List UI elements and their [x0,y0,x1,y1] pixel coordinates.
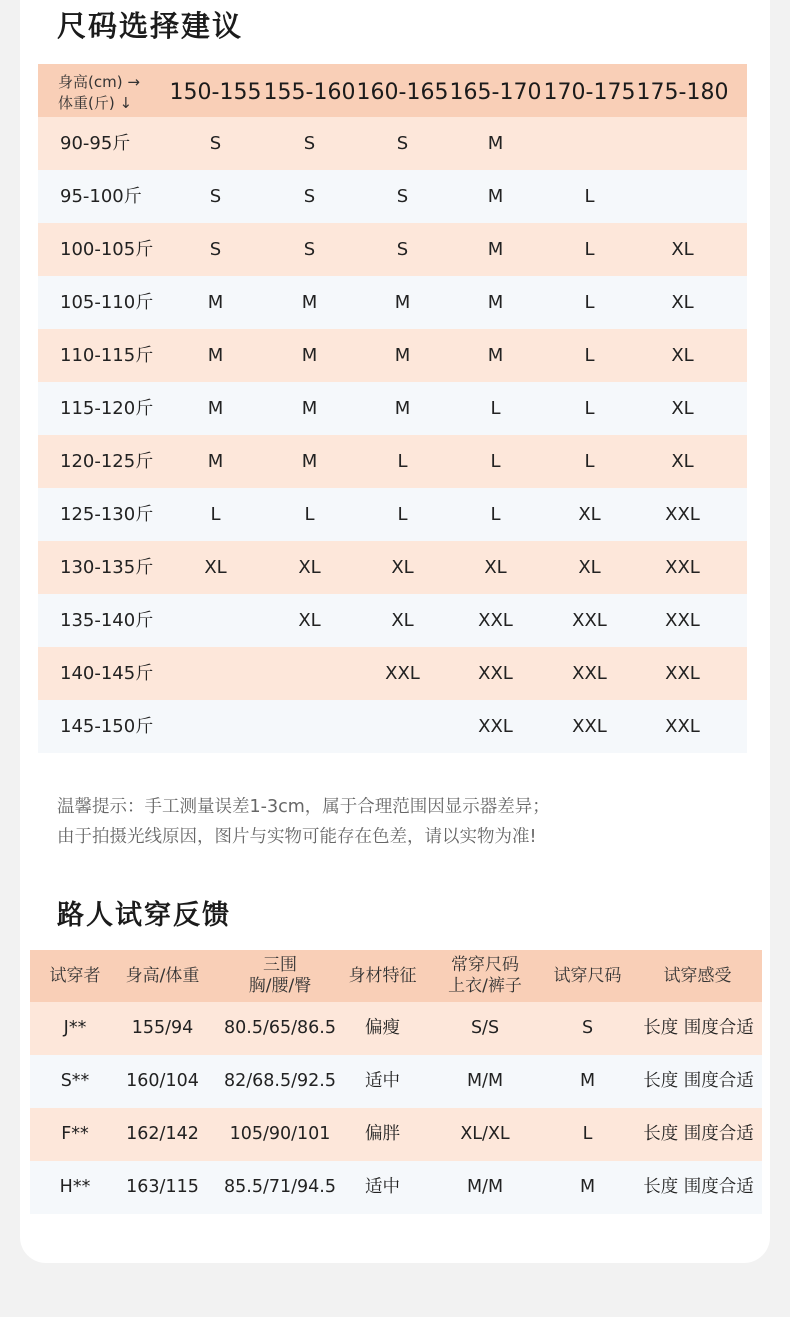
height-range-header: 175-180 [636,80,729,105]
measurements-cell: 82/68.5/92.5 [224,1071,336,1091]
size-cell: L [490,504,501,525]
usual-size-cell: S/S [470,1018,500,1038]
size-cell: L [490,398,501,419]
size-cell: L [490,451,501,472]
weight-range-label: 110-115斤 [60,345,154,366]
weight-range-label: 105-110斤 [60,292,154,313]
size-cell: L [584,239,595,260]
size-cell: M [394,292,411,313]
weight-range-label: 140-145斤 [60,663,154,684]
body-type-cell: 偏瘦 [365,1018,400,1038]
size-chart-row [38,170,747,223]
header-usual-size [435,950,535,1002]
weight-range-label: 130-135斤 [60,557,154,578]
size-cell: L [397,504,408,525]
feeling-cell: 长度 围度合适 [643,1071,754,1091]
size-guide-title: 尺码选择建议 [57,9,244,43]
weight-range-label: 125-130斤 [60,504,154,525]
size-chart-row [38,276,747,329]
size-cell [636,170,729,223]
size-cell: XXL [572,663,607,684]
header-measurements-line2: 胸/腰/臀 [248,976,312,996]
tried-size-cell: S [581,1018,594,1038]
size-cell: L [584,186,595,207]
tester-cell: H** [59,1177,91,1197]
axis-label [58,72,178,114]
size-cell: M [487,186,504,207]
size-cell: S [303,239,316,260]
size-cell: XXL [572,610,607,631]
feeling-cell: 长度 围度合适 [643,1018,754,1038]
size-cell: L [584,345,595,366]
weight-range-label: 135-140斤 [60,610,154,631]
axis-weight-label: 体重(斤) ↓ [58,94,133,112]
size-cell: XL [671,239,694,260]
header-usual-size-line2: 上衣/裤子 [448,976,522,996]
size-cell: XL [298,557,321,578]
size-cell: S [209,186,222,207]
feeling-cell: 长度 围度合适 [643,1124,754,1144]
header-height-weight: 身高/体重 [125,965,200,986]
height-weight-cell: 162/142 [126,1124,199,1144]
size-cell: M [487,133,504,154]
size-cell: S [396,133,409,154]
tried-size-cell: M [579,1177,596,1197]
height-weight-cell: 155/94 [131,1018,194,1038]
height-range-header: 170-175 [543,80,636,105]
feedback-row [30,1055,762,1108]
header-usual-size-line1: 常穿尺码 [451,955,519,975]
size-cell [169,700,262,753]
size-cell [356,700,449,753]
size-chart-row [38,594,747,647]
size-cell: M [207,398,224,419]
size-cell: XXL [665,663,700,684]
size-cell: M [301,398,318,419]
size-cell: M [394,345,411,366]
size-cell: XXL [665,716,700,737]
weight-range-label: 115-120斤 [60,398,154,419]
size-cell: M [301,451,318,472]
tips-line-1: 温馨提示：手工测量误差1-3cm，属于合理范围因显示器差异； [57,797,550,817]
size-cell: XXL [665,557,700,578]
size-cell [636,117,729,170]
measurements-cell: 105/90/101 [229,1124,331,1144]
size-cell: XL [204,557,227,578]
size-chart-row [38,117,747,170]
feedback-title: 路人试穿反馈 [57,900,231,931]
measurements-cell: 80.5/65/86.5 [224,1018,336,1038]
axis-height-label: 身高(cm) → [58,73,140,91]
size-cell: XL [578,557,601,578]
tried-size-cell: M [579,1071,596,1091]
height-weight-cell: 160/104 [126,1071,199,1091]
size-cell: XXL [665,610,700,631]
size-cell: XXL [572,716,607,737]
header-measurements [215,950,345,1002]
size-cell: L [397,451,408,472]
size-cell: XXL [665,504,700,525]
feedback-header-row [30,950,762,1002]
size-cell: L [584,292,595,313]
tips-line-2: 由于拍摄光线原因，图片与实物可能存在色差，请以实物为准! [57,827,537,847]
height-range-header: 165-170 [449,80,542,105]
size-cell: L [210,504,221,525]
size-cell: XL [484,557,507,578]
body-type-cell: 偏胖 [365,1124,400,1144]
height-range-header: 150-155 [169,80,262,105]
feedback-body [30,1002,762,1214]
size-cell: M [487,239,504,260]
header-tried-size: 试穿尺码 [553,965,622,986]
weight-range-label: 145-150斤 [60,716,154,737]
size-chart-row [38,541,747,594]
size-chart-row [38,700,747,753]
size-cell: M [207,451,224,472]
size-cell: L [584,398,595,419]
usual-size-cell: M/M [466,1071,504,1091]
size-cell: S [209,133,222,154]
size-cell: XXL [478,610,513,631]
tips-note [57,792,757,852]
body-type-cell: 适中 [365,1071,400,1091]
height-weight-cell: 163/115 [126,1177,199,1197]
body-type-cell: 适中 [365,1177,400,1197]
size-chart-table [38,64,747,753]
size-cell: S [303,186,316,207]
size-chart-row [38,223,747,276]
size-cell: M [207,345,224,366]
weight-range-label: 100-105斤 [60,239,154,260]
size-cell [169,594,262,647]
size-cell: XL [671,398,694,419]
feeling-cell: 长度 围度合适 [643,1177,754,1197]
feedback-row [30,1108,762,1161]
header-tester: 试穿者 [49,965,101,986]
weight-range-label: 90-95斤 [60,133,131,154]
height-range-header: 155-160 [263,80,356,105]
tester-cell: J** [63,1018,87,1038]
size-cell: XL [391,557,414,578]
size-chart-row [38,382,747,435]
header-feeling: 试穿感受 [663,965,732,986]
feedback-row [30,1161,762,1214]
tried-size-cell: L [582,1124,593,1144]
size-cell: XL [671,345,694,366]
size-chart-row [38,488,747,541]
size-cell: XL [671,292,694,313]
size-cell: M [207,292,224,313]
size-cell [169,647,262,700]
size-cell: XXL [478,663,513,684]
weight-range-label: 120-125斤 [60,451,154,472]
measurements-cell: 85.5/71/94.5 [224,1177,336,1197]
size-cell: M [487,292,504,313]
size-cell: M [394,398,411,419]
size-cell [263,647,356,700]
size-cell: M [301,345,318,366]
weight-range-label: 95-100斤 [60,186,142,207]
size-cell: L [584,451,595,472]
size-cell [263,700,356,753]
size-chart-header-row [38,64,747,117]
header-body-type: 身材特征 [348,965,417,986]
size-cell: XL [391,610,414,631]
size-chart-row [38,329,747,382]
size-cell [543,117,636,170]
size-cell: S [303,133,316,154]
size-cell: M [487,345,504,366]
usual-size-cell: M/M [466,1177,504,1197]
size-chart-row [38,435,747,488]
size-cell: M [301,292,318,313]
tester-cell: S** [60,1071,90,1091]
height-range-header: 160-165 [356,80,449,105]
size-cell: XXL [478,716,513,737]
size-chart-body [38,117,747,753]
size-cell: XL [671,451,694,472]
size-cell: XL [298,610,321,631]
size-cell: S [396,239,409,260]
size-cell: S [396,186,409,207]
size-cell: L [304,504,315,525]
size-cell: XXL [385,663,420,684]
size-cell: XL [578,504,601,525]
feedback-row [30,1002,762,1055]
size-cell: S [209,239,222,260]
tester-cell: F** [61,1124,89,1144]
feedback-table [30,950,762,1214]
header-measurements-line1: 三围 [263,955,297,975]
size-chart-row [38,647,747,700]
usual-size-cell: XL/XL [460,1124,510,1144]
